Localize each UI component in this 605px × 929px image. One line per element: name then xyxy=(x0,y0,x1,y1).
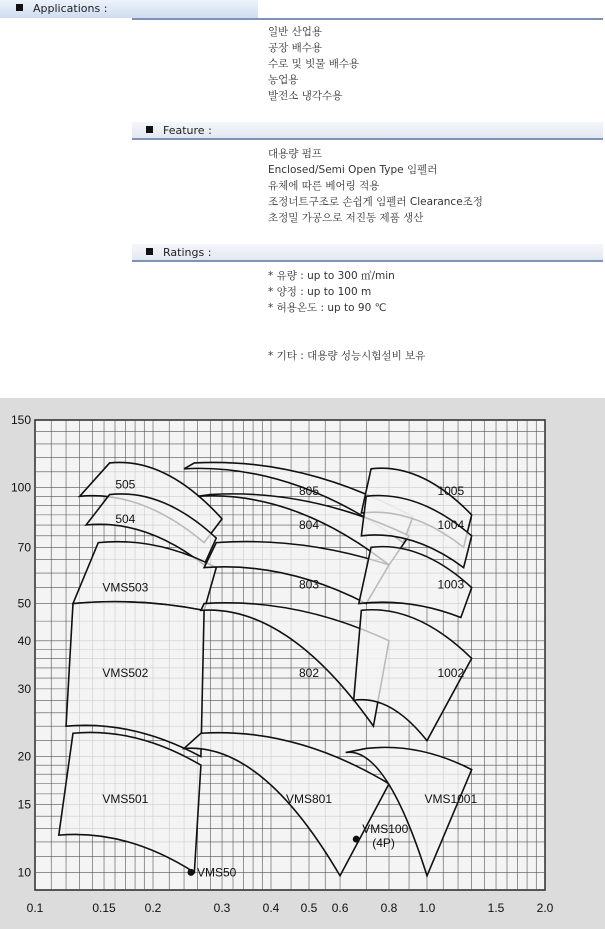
list-item: 유체에 따른 베어링 적용 xyxy=(268,180,380,192)
y-tick-label: 10 xyxy=(17,865,31,880)
y-tick-label: 150 xyxy=(10,413,31,427)
list-item: 발전소 냉각수용 xyxy=(268,90,343,102)
bullet-square-icon xyxy=(146,248,153,255)
x-tick-label: 0.3 xyxy=(213,901,231,915)
list-item: * 유량 : up to 300 ㎥/min xyxy=(268,270,395,282)
ratings-list xyxy=(268,268,425,364)
ratings-title: Ratings : xyxy=(163,246,212,259)
ratings-header xyxy=(132,244,603,262)
feature-header xyxy=(132,122,603,140)
list-item: * 양정 : up to 100 m xyxy=(268,286,372,298)
applications-divider xyxy=(132,18,603,20)
region-label: VMS801 xyxy=(285,792,333,807)
region-label: VMS1001 xyxy=(424,792,478,807)
list-item: 수로 및 빗물 배수용 xyxy=(268,58,360,70)
region-label: VMS502 xyxy=(102,665,149,680)
performance-chart xyxy=(0,398,605,929)
applications-title: Applications : xyxy=(33,2,108,15)
list-item: 일반 산업용 xyxy=(268,26,323,38)
y-tick-label: 20 xyxy=(17,749,31,764)
list-item: 농업용 xyxy=(268,74,299,86)
x-tick-label: 0.15 xyxy=(92,901,116,915)
region-label: 804 xyxy=(298,518,320,533)
list-item: 공장 배수용 xyxy=(268,42,323,54)
performance-chart-svg xyxy=(0,398,605,929)
x-tick-label: 0.8 xyxy=(380,901,398,915)
region-label: 1005 xyxy=(437,484,465,499)
x-tick-label: 0.4 xyxy=(262,901,280,915)
region-label: VMS503 xyxy=(102,580,149,595)
feature-title: Feature : xyxy=(163,124,212,137)
model-point xyxy=(187,869,194,876)
list-item: 대용량 펌프 xyxy=(268,148,323,160)
x-tick-label: 0.6 xyxy=(331,901,349,915)
applications-list xyxy=(268,24,359,104)
list-item: * 허용온도 : up to 90 ℃ xyxy=(268,302,387,314)
region-label: 504 xyxy=(115,511,136,526)
applications-header xyxy=(0,0,258,18)
region-label: 805 xyxy=(298,484,320,499)
bullet-square-icon xyxy=(146,126,153,133)
region-label: 802 xyxy=(298,665,320,680)
model-point xyxy=(353,836,360,843)
y-tick-label: 40 xyxy=(17,633,31,648)
x-tick-label: 0.1 xyxy=(26,901,44,915)
list-item: 초정밀 가공으로 저진동 제품 생산 xyxy=(268,212,424,224)
region-label: 1002 xyxy=(437,665,465,680)
y-tick-label: 50 xyxy=(17,596,31,611)
ratings-note: * 기타 : 대용량 성능시험설비 보유 xyxy=(268,350,426,362)
y-tick-label: 15 xyxy=(17,797,31,812)
list-item: 조정너트구조로 손쉽게 임펠러 Clearance조정 xyxy=(268,196,483,208)
region-label: 803 xyxy=(298,577,320,592)
point-sublabel: (4P) xyxy=(372,836,395,851)
list-item: Enclosed/Semi Open Type 임펠러 xyxy=(268,164,438,176)
x-tick-label: 1.0 xyxy=(418,901,436,915)
y-tick-label: 70 xyxy=(17,540,31,555)
point-label: VMS50 xyxy=(196,865,237,880)
region-label: 505 xyxy=(115,477,136,492)
x-tick-label: 0.5 xyxy=(300,901,318,915)
x-tick-label: 2.0 xyxy=(536,901,554,915)
bullet-square-icon xyxy=(16,4,23,11)
region-label: VMS501 xyxy=(102,792,149,807)
x-tick-label: 0.2 xyxy=(144,901,162,915)
y-tick-label: 30 xyxy=(17,681,31,696)
point-label: VMS100 xyxy=(362,822,409,837)
y-tick-label: 100 xyxy=(10,480,31,495)
feature-list xyxy=(268,146,483,226)
region-label: 1003 xyxy=(437,577,465,592)
x-tick-label: 1.5 xyxy=(487,901,505,915)
region-label: 1004 xyxy=(437,518,465,533)
